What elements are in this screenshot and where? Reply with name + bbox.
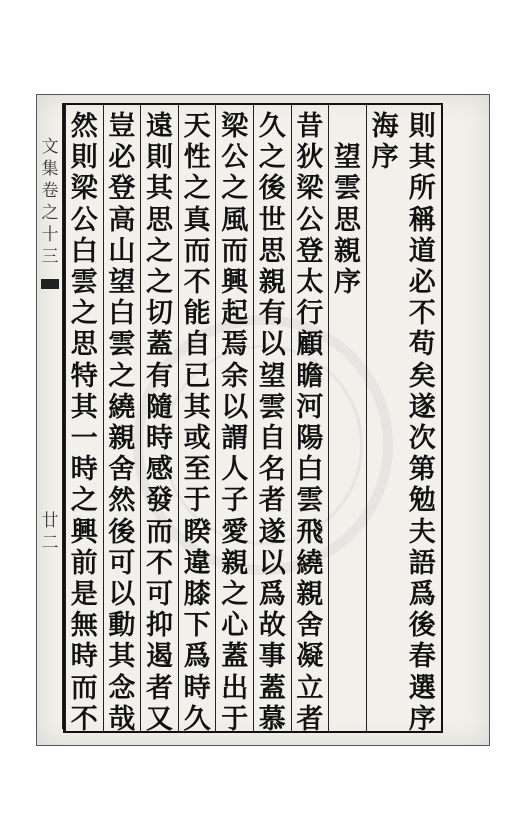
text-character: 動 [108, 610, 136, 642]
text-character: 出 [221, 672, 249, 704]
text-column [140, 105, 178, 735]
text-character: 時 [70, 641, 98, 673]
text-character: 至 [183, 454, 211, 486]
text-character: 興 [70, 516, 98, 548]
text-character: 遂 [408, 391, 436, 423]
text-character: 者 [296, 703, 324, 735]
text-character: 行 [296, 298, 324, 330]
text-character: 必 [408, 267, 436, 298]
text-character: 前 [70, 547, 98, 579]
text-character: 則 [145, 142, 173, 174]
fishtail-mark [41, 279, 59, 289]
text-character: 之 [145, 235, 173, 267]
text-character: 念 [108, 672, 136, 704]
text-character: 事 [258, 641, 286, 673]
text-character: 立 [296, 672, 324, 704]
text-character: 自 [183, 329, 211, 361]
text-character: 爲 [183, 641, 211, 673]
text-character: 則 [70, 142, 98, 174]
text-character [329, 113, 366, 140]
text-character: 時 [145, 423, 173, 454]
text-character: 人 [221, 454, 249, 486]
text-character: 以 [108, 579, 136, 610]
text-character: 矣 [408, 360, 436, 392]
text-character: 其 [70, 391, 98, 423]
text-character: 之 [221, 579, 249, 610]
text-column [65, 105, 103, 735]
text-character: 已 [183, 360, 211, 392]
text-character: 親 [108, 423, 136, 454]
text-character: 所 [408, 173, 436, 205]
text-column [403, 105, 441, 735]
text-character: 膝 [183, 579, 211, 610]
text-character: 不 [408, 298, 436, 330]
text-character: 然 [70, 111, 98, 142]
text-character: 之 [70, 485, 98, 517]
margin-character: 卷 [41, 181, 59, 201]
text-character: 登 [296, 235, 324, 267]
text-character: 睽 [183, 516, 211, 548]
text-character: 謂 [221, 423, 249, 454]
text-character: 有 [145, 360, 173, 392]
text-character: 違 [183, 547, 211, 579]
text-character: 之 [70, 298, 98, 330]
text-column [366, 105, 404, 731]
text-frame [63, 103, 443, 733]
text-column [103, 105, 141, 735]
text-character: 發 [145, 485, 173, 517]
margin-character: 集 [41, 159, 59, 179]
text-character: 下 [183, 610, 211, 642]
text-character: 隨 [145, 391, 173, 423]
text-character: 爲 [408, 579, 436, 610]
text-character: 其 [408, 142, 436, 174]
text-character: 之 [221, 173, 249, 205]
text-character: 是 [70, 579, 98, 610]
text-character: 于 [221, 703, 249, 735]
text-character: 親 [333, 235, 361, 267]
text-character: 海 [371, 111, 399, 142]
text-character: 序 [333, 267, 361, 298]
text-character: 能 [183, 298, 211, 330]
text-character: 真 [183, 204, 211, 236]
text-character: 序 [408, 703, 436, 735]
text-character: 序 [371, 142, 399, 174]
text-character: 可 [108, 547, 136, 579]
text-character: 雲 [70, 267, 98, 298]
text-character: 不 [70, 703, 98, 735]
text-character: 起 [221, 298, 249, 330]
text-character: 親 [258, 267, 286, 298]
text-character: 哉 [108, 703, 136, 735]
text-character: 雲 [296, 485, 324, 517]
text-character: 或 [183, 423, 211, 454]
text-character: 道 [408, 235, 436, 267]
margin-character: 二 [41, 533, 59, 553]
text-character: 河 [296, 391, 324, 423]
text-character: 顧 [296, 329, 324, 361]
text-character: 親 [296, 579, 324, 610]
text-character: 蓋 [258, 672, 286, 704]
text-character: 不 [145, 547, 173, 579]
text-character: 特 [70, 360, 98, 392]
text-character: 可 [145, 579, 173, 610]
text-character: 之 [145, 267, 173, 298]
text-character: 飛 [296, 516, 324, 548]
text-character: 余 [221, 360, 249, 392]
text-character: 則 [408, 111, 436, 142]
text-character: 昔 [296, 111, 324, 142]
text-column [178, 105, 216, 735]
text-character: 選 [408, 672, 436, 704]
text-character: 世 [258, 204, 286, 236]
text-character: 慕 [258, 703, 286, 735]
text-character: 後 [408, 610, 436, 642]
text-character: 心 [221, 610, 249, 642]
text-column [328, 105, 366, 731]
text-character: 而 [183, 235, 211, 267]
text-character: 雲 [108, 329, 136, 361]
text-character: 風 [221, 204, 249, 236]
text-character: 高 [108, 204, 136, 236]
text-character: 勉 [408, 485, 436, 517]
text-character: 其 [183, 391, 211, 423]
text-column [215, 105, 253, 735]
text-character: 語 [408, 547, 436, 579]
text-character: 無 [70, 610, 98, 642]
text-character: 時 [183, 672, 211, 704]
text-character: 豈 [108, 111, 136, 142]
text-character: 思 [70, 329, 98, 361]
text-character: 陽 [296, 423, 324, 454]
text-character: 春 [408, 641, 436, 673]
text-character: 舍 [296, 610, 324, 642]
text-character: 親 [221, 547, 249, 579]
text-character: 必 [108, 142, 136, 174]
text-character: 公 [296, 204, 324, 236]
margin-character: 文 [41, 137, 59, 157]
text-character: 望 [258, 360, 286, 392]
text-character: 者 [145, 672, 173, 704]
text-character: 登 [108, 173, 136, 205]
text-character: 雲 [333, 173, 361, 205]
text-character: 名 [258, 454, 286, 486]
text-character: 苟 [408, 329, 436, 361]
text-character: 性 [183, 142, 211, 174]
text-character: 遠 [145, 111, 173, 142]
text-character: 而 [221, 235, 249, 267]
text-character: 愛 [221, 516, 249, 548]
text-character: 時 [70, 454, 98, 486]
text-character: 白 [108, 298, 136, 330]
text-character: 夫 [408, 516, 436, 548]
text-character: 然 [108, 485, 136, 517]
text-character: 狄 [296, 142, 324, 174]
text-character: 于 [183, 485, 211, 517]
text-character: 天 [183, 111, 211, 142]
text-character: 遏 [145, 641, 173, 673]
text-character: 切 [145, 298, 173, 330]
text-character: 山 [108, 235, 136, 267]
text-character: 後 [108, 516, 136, 548]
text-character: 故 [258, 610, 286, 642]
text-character: 抑 [145, 610, 173, 642]
text-character: 自 [258, 423, 286, 454]
text-character: 不 [183, 267, 211, 298]
text-column [291, 105, 329, 735]
margin-character: 之 [41, 203, 59, 223]
text-character: 興 [221, 267, 249, 298]
text-character: 太 [296, 267, 324, 298]
text-character: 久 [183, 703, 211, 735]
text-character: 梁 [70, 173, 98, 205]
text-character: 以 [221, 391, 249, 423]
text-character: 稱 [408, 204, 436, 236]
text-character: 次 [408, 423, 436, 454]
text-character: 蓋 [145, 329, 173, 361]
text-character: 繞 [296, 547, 324, 579]
text-character: 之 [183, 173, 211, 205]
text-character: 白 [70, 235, 98, 267]
text-character: 者 [258, 485, 286, 517]
text-character: 公 [221, 142, 249, 174]
text-character: 又 [145, 703, 173, 735]
text-character: 第 [408, 454, 436, 486]
text-character: 之 [258, 142, 286, 174]
text-character: 望 [108, 267, 136, 298]
margin-character: 十 [41, 225, 59, 245]
text-character: 其 [145, 173, 173, 205]
text-character: 公 [70, 204, 98, 236]
book-page [36, 94, 490, 746]
text-character: 思 [258, 235, 286, 267]
text-character: 蓋 [221, 641, 249, 673]
text-character: 舍 [108, 454, 136, 486]
text-character: 感 [145, 454, 173, 486]
text-character: 久 [258, 111, 286, 142]
text-character: 後 [258, 173, 286, 205]
text-character: 其 [108, 641, 136, 673]
text-character: 爲 [258, 579, 286, 610]
margin-character: 三 [41, 247, 59, 267]
text-character: 焉 [221, 329, 249, 361]
text-character: 凝 [296, 641, 324, 673]
text-character: 子 [221, 485, 249, 517]
text-character: 遂 [258, 516, 286, 548]
center-margin [37, 103, 63, 729]
text-character: 以 [258, 329, 286, 361]
text-character: 白 [296, 454, 324, 486]
text-character: 而 [145, 516, 173, 548]
text-character: 之 [108, 360, 136, 392]
text-character: 梁 [221, 111, 249, 142]
text-character: 一 [70, 423, 98, 454]
text-character: 思 [145, 204, 173, 236]
margin-character: 廿 [41, 511, 59, 531]
text-character: 而 [70, 672, 98, 704]
text-character: 繞 [108, 391, 136, 423]
text-character: 以 [258, 547, 286, 579]
text-character: 有 [258, 298, 286, 330]
text-character: 梁 [296, 173, 324, 205]
text-character: 望 [333, 142, 361, 174]
text-character: 思 [333, 204, 361, 236]
text-character: 雲 [258, 391, 286, 423]
text-character: 瞻 [296, 360, 324, 392]
text-column [253, 105, 291, 735]
